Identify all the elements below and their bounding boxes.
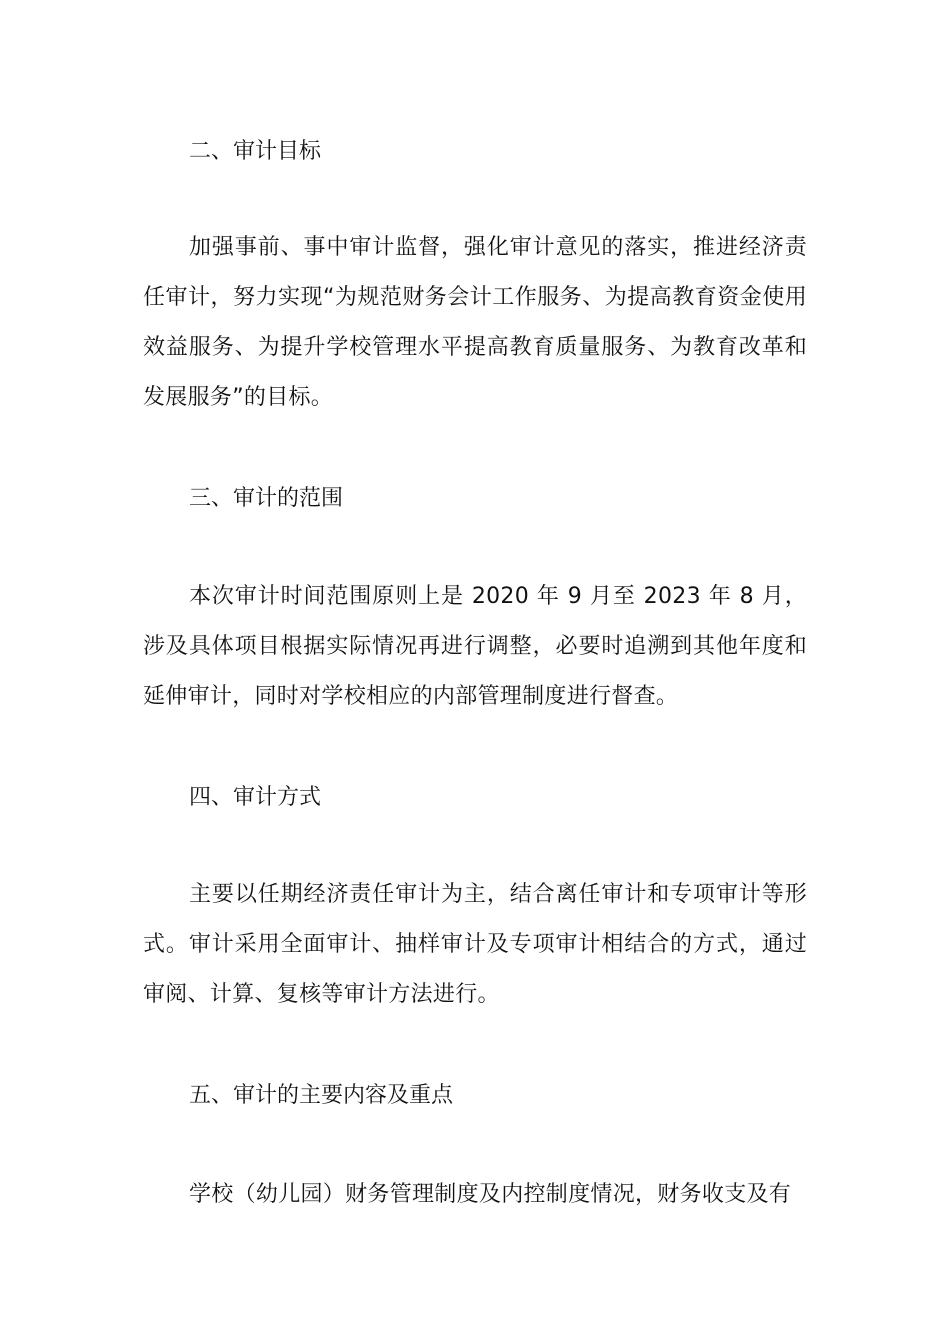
paragraph: 主要以任期经济责任审计为主，结合离任审计和专项审计等形式。审计采用全面审计、抽样审计及专项审计相结合的方式，通过审阅、计算、复核等审计方法进行。 <box>143 882 807 1007</box>
section-body-audit-scope <box>143 572 807 722</box>
section-body-audit-content <box>143 1170 807 1220</box>
section-heading-audit-scope: 三、审计的范围 <box>189 486 344 511</box>
paragraph: 学校（幼儿园）财务管理制度及内控制度情况，财务收支及有 <box>189 1182 792 1207</box>
section-heading-audit-content: 五、审计的主要内容及重点 <box>189 1083 454 1108</box>
section-body-audit-goal <box>143 223 807 423</box>
paragraph: 本次审计时间范围原则上是 2020 年 9 月至 2023 年 8 月，涉及具体项目根据实际情况再进行调整，必要时追溯到其他年度和延伸审计，同时对学校相应的内部管理制度进行督查。 <box>143 584 807 709</box>
section-heading-audit-goal: 二、审计目标 <box>189 139 322 164</box>
section-body-audit-method <box>143 870 807 1020</box>
section-heading-audit-method: 四、审计方式 <box>189 785 322 810</box>
paragraph: 加强事前、事中审计监督，强化审计意见的落实，推进经济责任审计，努力实现“为规范财务会计工作服务、为提高教育资金使用效益服务、为提升学校管理水平提高教育质量服务、为教育改革和发展服务”的目标。 <box>143 235 807 410</box>
